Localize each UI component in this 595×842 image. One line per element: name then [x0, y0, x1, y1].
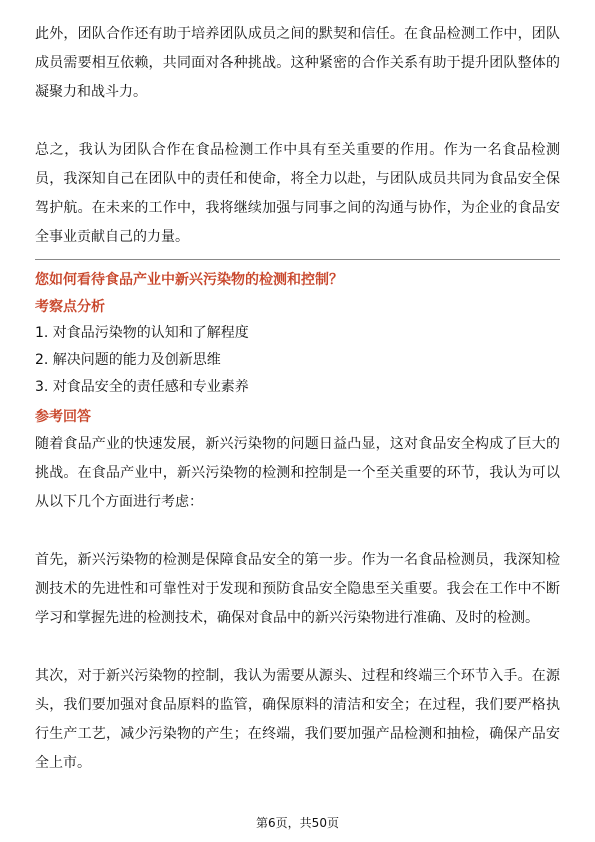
analysis-title: 考察点分析 [35, 299, 105, 315]
question-heading: 您如何看待食品产业中新兴污染物的检测和控制？ [35, 272, 343, 288]
document-page [35, 20, 560, 778]
paragraph-spacer [35, 633, 560, 662]
analysis-item: 2. 解决问题的能力及创新思维 [35, 352, 221, 368]
analysis-item: 1. 对食品污染物的认知和了解程度 [35, 325, 249, 341]
section-divider [35, 259, 560, 260]
answer-title: 参考回答 [35, 409, 91, 425]
paragraph-spacer [35, 107, 560, 136]
paragraph-spacer [35, 517, 560, 546]
answer-paragraph: 首先，新兴污染物的检测是保障食品安全的第一步。作为一名食品检测员，我深知检测技术的先进性和可靠性对于发现和预防食品安全隐患至关重要。我会在工作中不断学习和掌握先进的检测技术，确保对食品中的新兴污染物进行准确、及时的检测。 [35, 552, 560, 626]
answer-paragraph: 其次，对于新兴污染物的控制，我认为需要从源头、过程和终端三个环节入手。在源头，我们要加强对食品原料的监管，确保原料的清洁和安全；在过程，我们要严格执行生产工艺，减少污染物的产生；在终端，我们要加强产品检测和抽检，确保产品安全上市。 [35, 668, 560, 771]
answer-paragraph: 随着食品产业的快速发展，新兴污染物的问题日益凸显，这对食品安全构成了巨大的挑战。在食品产业中，新兴污染物的检测和控制是一个至关重要的环节，我认为可以从以下几个方面进行考虑： [35, 436, 560, 510]
body-paragraph: 总之，我认为团队合作在食品检测工作中具有至关重要的作用。作为一名食品检测员，我深知自己在团队中的责任和使命，将全力以赴，与团队成员共同为食品安全保驾护航。在未来的工作中，我将继续加强与同事之间的沟通与协作，为企业的食品安全事业贡献自己的力量。 [35, 142, 560, 245]
page-number: 第6页，共50页 [256, 816, 339, 830]
body-paragraph: 此外，团队合作还有助于培养团队成员之间的默契和信任。在食品检测工作中，团队成员需要相互依赖，共同面对各种挑战。这种紧密的合作关系有助于提升团队整体的凝聚力和战斗力。 [35, 26, 560, 100]
analysis-item: 3. 对食品安全的责任感和专业素养 [35, 379, 249, 395]
